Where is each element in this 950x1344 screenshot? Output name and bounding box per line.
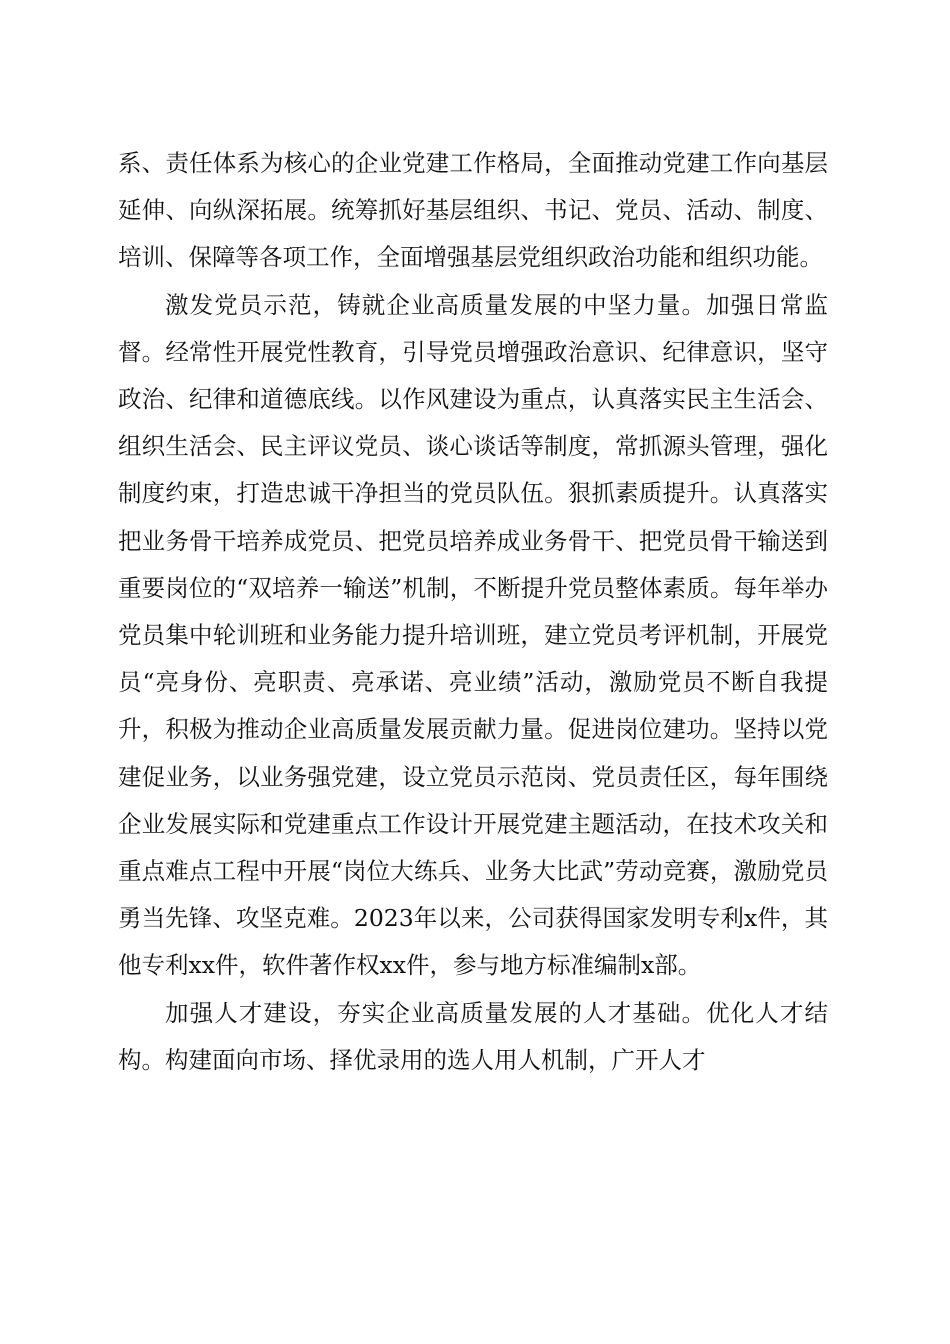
paragraph-continued: 系、责任体系为核心的企业党建工作格局，全面推动党建工作向基层延伸、向纵深拓展。统筹抓好基层组织、书记、党员、活动、制度、培训、保障等各项工作，全面增强基层党组织政治功能和组织功能。 [118, 149, 828, 272]
document-body [118, 140, 828, 1084]
paragraph-party-member-role: 激发党员示范，铸就企业高质量发展的中坚力量。加强日常监督。经常性开展党性教育，引导党员增强政治意识、纪律意识，坚守政治、纪律和道德底线。以作风建设为重点，认真落实民主生活会、组织生活会、民主评议党员、谈心谈话等制度，常抓源头管理，强化制度约束，打造忠诚干净担当的党员队伍。狠抓素质提升。认真落实把业务骨干培养成党员、把党员培养成业务骨干、把党员骨干输送到重要岗位的“双培养一输送”机制，不断提升党员整体素质。每年举办党员集中轮训班和业务能力提升培训班，建立党员考评机制，开展党员“亮身份、亮职责、亮承诺、亮业绩”活动，激励党员不断自我提升，积极为推动企业高质量发展贡献力量。促进岗位建功。坚持以党建促业务，以业务强党建，设立党员示范岗、党员责任区，每年围绕企业发展实际和党建重点工作设计开展党建主题活动，在技术攻关和重点难点工程中开展“岗位大练兵、业务大比武”劳动竞赛，激励党员勇当先锋、攻坚克难。2023年以来，公司获得国家发明专利x件，其他专利xx件，软件著作权xx件，参与地方标准编制x部。 [118, 290, 828, 980]
paragraph-talent-building: 加强人才建设，夯实企业高质量发展的人才基础。优化人才结构。构建面向市场、择优录用的选人用人机制，广开人才 [118, 998, 828, 1074]
